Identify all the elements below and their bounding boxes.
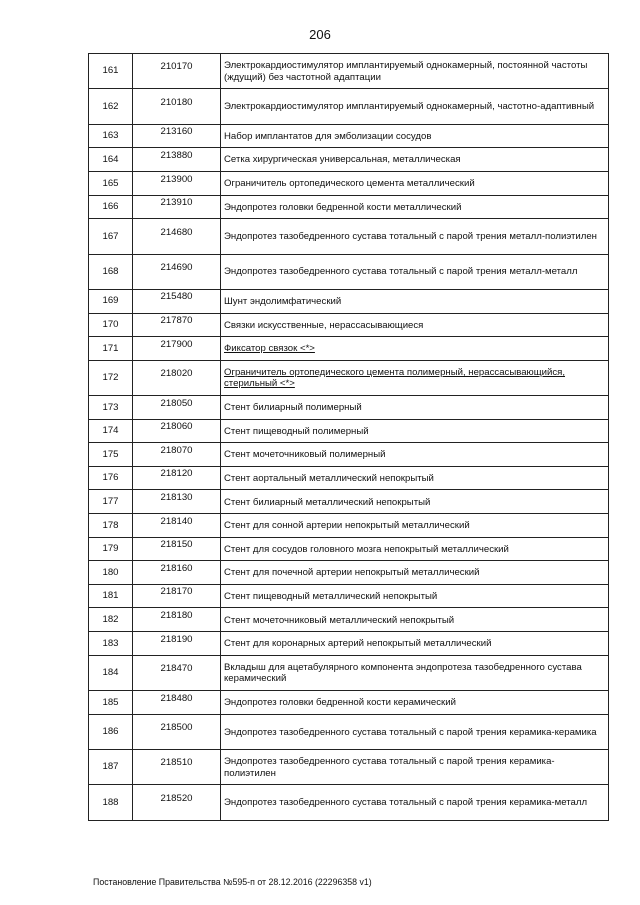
code-value: 217870: [160, 315, 193, 327]
code-cell: [133, 195, 221, 219]
row-number-cell: 163: [89, 124, 133, 148]
code-cell: [133, 584, 221, 608]
code-cell: [133, 219, 221, 254]
code-value: 218480: [160, 692, 193, 704]
description-cell: Эндопротез тазобедренного сустава тотальный с парой трения керамика-металл: [221, 785, 609, 820]
table-row: [89, 714, 609, 749]
table-row: [89, 148, 609, 172]
code-value: 218470: [160, 663, 193, 675]
table-row: [89, 443, 609, 467]
code-cell: [133, 750, 221, 785]
code-cell: [133, 785, 221, 820]
description-cell: Эндопротез головки бедренной кости керамический: [221, 691, 609, 715]
code-cell: [133, 337, 221, 361]
code-value: 210180: [160, 96, 193, 108]
table-row: [89, 337, 609, 361]
description-cell: Ограничитель ортопедического цемента металлический: [221, 171, 609, 195]
code-value: 218180: [160, 610, 193, 621]
row-number-cell: 169: [89, 289, 133, 313]
code-value: 218170: [160, 586, 193, 598]
description-cell: Ограничитель ортопедического цемента полимерный, нерассасывающийся, стерильный <*>: [221, 360, 609, 395]
table-row: [89, 514, 609, 538]
row-number-cell: 183: [89, 632, 133, 656]
row-number-cell: 181: [89, 584, 133, 608]
table-row: [89, 419, 609, 443]
footer-note: Постановление Правительства №595-п от 28.12.2016 (22296358 v1): [93, 877, 372, 887]
code-value: 218120: [160, 468, 193, 480]
table-row: [89, 219, 609, 254]
table-row: [89, 655, 609, 690]
table-row: [89, 313, 609, 337]
description-cell: Связки искусственные, нерассасывающиеся: [221, 313, 609, 337]
description-cell: Шунт эндолимфатический: [221, 289, 609, 313]
code-cell: [133, 691, 221, 715]
code-value: 218020: [160, 368, 193, 380]
code-value: 218160: [160, 562, 193, 574]
code-value: 214690: [160, 261, 193, 273]
code-value: 218070: [160, 444, 193, 456]
row-number-cell: 175: [89, 443, 133, 467]
code-value: 218520: [160, 792, 193, 804]
row-number-cell: 182: [89, 608, 133, 632]
code-value: 218190: [160, 633, 193, 645]
row-number-cell: 188: [89, 785, 133, 820]
row-number-cell: 167: [89, 219, 133, 254]
code-value: 213900: [160, 173, 193, 185]
description-cell: Электрокардиостимулятор имплантируемый однокамерный, частотно-адаптивный: [221, 89, 609, 124]
row-number-cell: 171: [89, 337, 133, 361]
code-value: 218510: [160, 757, 193, 769]
table-row: [89, 171, 609, 195]
code-cell: [133, 714, 221, 749]
description-cell: Эндопротез тазобедренного сустава тотальный с парой трения керамика-керамика: [221, 714, 609, 749]
row-number-cell: 174: [89, 419, 133, 443]
row-number-cell: 164: [89, 148, 133, 172]
code-value: 213160: [160, 126, 193, 138]
row-number-cell: 173: [89, 396, 133, 420]
row-number-cell: 180: [89, 561, 133, 585]
description-cell: Стент билиарный полимерный: [221, 396, 609, 420]
code-value: 218050: [160, 397, 193, 409]
description-cell: Эндопротез головки бедренной кости металлический: [221, 195, 609, 219]
table-row: [89, 561, 609, 585]
description-cell: Эндопротез тазобедренного сустава тотальный с парой трения керамика-полиэтилен: [221, 750, 609, 785]
row-number-cell: 162: [89, 89, 133, 124]
code-cell: [133, 89, 221, 124]
table-row: [89, 124, 609, 148]
code-value: 213880: [160, 149, 193, 161]
row-number-cell: 170: [89, 313, 133, 337]
table-row: [89, 195, 609, 219]
code-cell: [133, 443, 221, 467]
code-value: 218150: [160, 539, 193, 551]
description-cell: Набор имплантатов для эмболизации сосудов: [221, 124, 609, 148]
code-cell: [133, 419, 221, 443]
code-value: 217900: [160, 338, 193, 350]
code-value: 215480: [160, 291, 193, 303]
device-list-table: [88, 53, 609, 821]
code-value: 213910: [160, 197, 193, 209]
code-cell: [133, 514, 221, 538]
row-number-cell: 178: [89, 514, 133, 538]
description-cell: Вкладыш для ацетабулярного компонента эндопротеза тазобедренного сустава керамический: [221, 655, 609, 690]
description-cell: Стент для сонной артерии непокрытый металлический: [221, 514, 609, 538]
code-cell: [133, 313, 221, 337]
code-value: 218060: [160, 421, 193, 433]
code-cell: [133, 171, 221, 195]
description-cell: Стент для сосудов головного мозга непокрытый металлический: [221, 537, 609, 561]
code-cell: [133, 54, 221, 89]
table-row: [89, 785, 609, 820]
row-number-cell: 184: [89, 655, 133, 690]
code-cell: [133, 490, 221, 514]
row-number-cell: 168: [89, 254, 133, 289]
code-cell: [133, 632, 221, 656]
code-value: 218140: [160, 515, 193, 527]
description-cell: Эндопротез тазобедренного сустава тотальный с парой трения металл-металл: [221, 254, 609, 289]
table-row: [89, 490, 609, 514]
code-cell: [133, 124, 221, 148]
table-row: [89, 537, 609, 561]
row-number-cell: 185: [89, 691, 133, 715]
row-number-cell: 166: [89, 195, 133, 219]
table-row: [89, 360, 609, 395]
description-cell: Стент мочеточниковый металлический непокрытый: [221, 608, 609, 632]
description-cell: Стент аортальный металлический непокрытый: [221, 466, 609, 490]
description-cell: Электрокардиостимулятор имплантируемый однокамерный, постоянной частоты (ждущий) без частотной адаптации: [221, 54, 609, 89]
table-row: [89, 691, 609, 715]
row-number-cell: 161: [89, 54, 133, 89]
code-value: 210170: [160, 61, 193, 73]
code-cell: [133, 289, 221, 313]
table-row: [89, 89, 609, 124]
row-number-cell: 179: [89, 537, 133, 561]
row-number-cell: 176: [89, 466, 133, 490]
row-number-cell: 172: [89, 360, 133, 395]
code-cell: [133, 360, 221, 395]
description-cell: Сетка хирургическая универсальная, металлическая: [221, 148, 609, 172]
table-row: [89, 750, 609, 785]
description-cell: Стент для почечной артерии непокрытый металлический: [221, 561, 609, 585]
table-row: [89, 254, 609, 289]
code-cell: [133, 537, 221, 561]
row-number-cell: 187: [89, 750, 133, 785]
description-cell: Стент пищеводный полимерный: [221, 419, 609, 443]
description-cell: Стент мочеточниковый полимерный: [221, 443, 609, 467]
code-cell: [133, 148, 221, 172]
code-value: 214680: [160, 226, 193, 238]
code-cell: [133, 608, 221, 632]
table-row: [89, 289, 609, 313]
code-value: 218130: [160, 492, 193, 504]
code-cell: [133, 396, 221, 420]
code-cell: [133, 561, 221, 585]
code-cell: [133, 466, 221, 490]
table-row: [89, 584, 609, 608]
code-cell: [133, 254, 221, 289]
table-row: [89, 632, 609, 656]
description-cell: Эндопротез тазобедренного сустава тотальный с парой трения металл-полиэтилен: [221, 219, 609, 254]
row-number-cell: 186: [89, 714, 133, 749]
description-cell: Стент для коронарных артерий непокрытый металлический: [221, 632, 609, 656]
code-value: 218500: [160, 722, 193, 734]
page-number: 206: [309, 27, 331, 42]
description-cell: Стент пищеводный металлический непокрытый: [221, 584, 609, 608]
description-cell: Фиксатор связок <*>: [221, 337, 609, 361]
row-number-cell: 165: [89, 171, 133, 195]
code-cell: [133, 655, 221, 690]
table-row: [89, 396, 609, 420]
description-cell: Стент билиарный металлический непокрытый: [221, 490, 609, 514]
row-number-cell: 177: [89, 490, 133, 514]
table-row: [89, 466, 609, 490]
table-row: [89, 608, 609, 632]
table-row: [89, 54, 609, 89]
